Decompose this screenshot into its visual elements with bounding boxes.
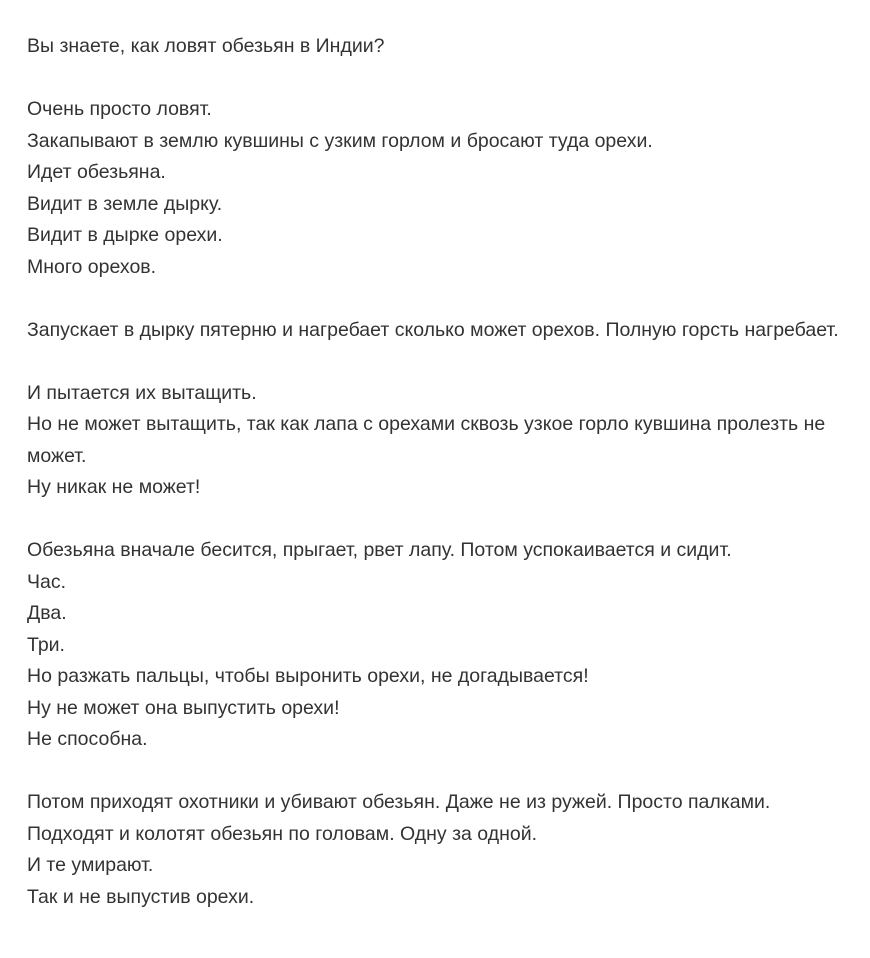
paragraph-2 [27,94,857,283]
text-line: Видит в дырке орехи. [27,224,223,246]
text-line: Не способна. [27,728,148,750]
text-line: Запускает в дырку пятерню и нагребает сколько может орехов. Полную горсть нагребает. [27,318,839,341]
text-line: Два. [27,602,67,624]
paragraph-4 [27,378,857,504]
text-line: Потом приходят охотники и убивают обезьян. Даже не из ружей. Просто палками. [27,791,771,813]
text-line: Вы знаете, как ловят обезьян в Индии? [27,35,385,57]
text-line: Подходят и колотят обезьян по головам. Одну за одной. [27,822,537,845]
text-line: Так и не выпустив орехи. [27,885,255,908]
text-line: Но разжать пальцы, чтобы выронить орехи, не догадывается! [27,665,589,687]
text-line: Много орехов. [27,255,157,278]
text-line: Час. [27,570,67,593]
text-line: Видит в земле дырку. [27,192,223,215]
paragraph-6 [27,787,857,913]
paragraph-3 [27,315,857,347]
story-text [27,31,857,913]
text-line: Обезьяна вначале бесится, прыгает, рвет лапу. Потом успокаивается и сидит. [27,539,732,561]
paragraph-5 [27,535,857,756]
paragraph-1 [27,31,857,63]
text-line: И те умирают. [27,854,154,876]
text-line: Ну никак не может! [27,476,201,498]
text-line: И пытается их вытащить. [27,381,257,404]
text-line: Но не может вытащить, так как лапа с орехами сквозь узкое горло кувшина пролезть не может. [27,413,826,467]
text-line: Очень просто ловят. [27,98,212,120]
text-line: Идет обезьяна. [27,161,166,183]
text-line: Ну не может она выпустить орехи! [27,696,340,719]
text-line: Закапывают в землю кувшины с узким горлом и бросают туда орехи. [27,129,653,152]
text-line: Три. [27,633,65,656]
